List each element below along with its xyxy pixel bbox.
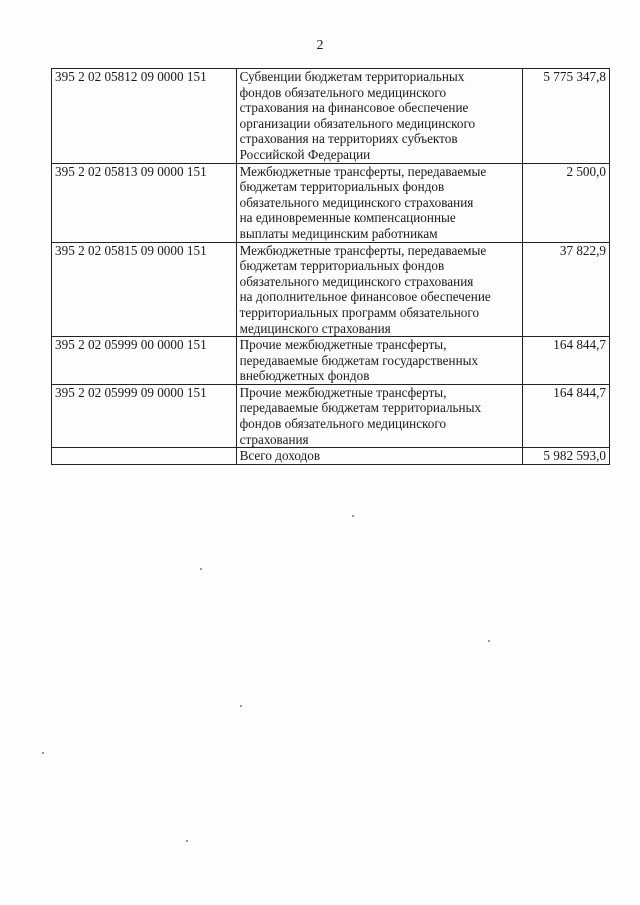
description-line: бюджетам территориальных фондов (239, 179, 445, 195)
table-body (52, 69, 610, 465)
scan-speck (42, 752, 44, 754)
description-line: страхования на территориях субъектов (239, 131, 458, 147)
description-line: страхования (239, 431, 309, 447)
total-row (52, 448, 610, 465)
description-line: на дополнительное финансовое обеспечение (239, 289, 491, 305)
table-row (52, 242, 610, 337)
description-line: организации обязательного медицинского (239, 115, 476, 131)
table-row (52, 384, 610, 447)
table-row (52, 69, 610, 164)
description-cell (236, 337, 523, 385)
amount-cell: 2 500,0 (523, 163, 610, 242)
description-line: обязательного медицинского страхования (239, 273, 474, 289)
amount-cell: 5 775 347,8 (523, 69, 610, 164)
scan-speck (488, 640, 490, 642)
empty-code-cell (52, 448, 237, 465)
description-cell (236, 69, 523, 164)
page-number: 2 (316, 38, 324, 53)
description-line: обязательного медицинского страхования (239, 194, 474, 210)
description-cell (236, 384, 523, 447)
description-line: территориальных программ обязательного (239, 304, 480, 320)
budget-code-cell: 395 2 02 05812 09 0000 151 (52, 69, 237, 164)
description-line: внебюджетных фондов (239, 368, 370, 384)
scan-speck (240, 705, 242, 707)
amount-cell: 164 844,7 (523, 337, 610, 385)
scan-speck (200, 568, 202, 570)
description-line: фондов обязательного медицинского (239, 84, 447, 100)
description-line: бюджетам территориальных фондов (239, 258, 445, 274)
total-amount: 5 982 593,0 (523, 448, 610, 465)
description-line: Российской Федерации (239, 146, 371, 162)
revenue-table (51, 68, 610, 465)
description-line: Прочие межбюджетные трансферты, (239, 384, 447, 400)
description-line: Прочие межбюджетные трансферты, (239, 337, 447, 353)
scan-speck (186, 840, 188, 842)
description-line: страхования на финансовое обеспечение (239, 100, 469, 116)
table-row (52, 337, 610, 385)
description-line: передаваемые бюджетам территориальных (239, 400, 482, 416)
budget-code-cell: 395 2 02 05999 09 0000 151 (52, 384, 237, 447)
description-line: на единовременные компенсационные (239, 210, 456, 226)
budget-code-cell: 395 2 02 05999 00 0000 151 (52, 337, 237, 385)
total-label: Всего доходов (236, 448, 523, 465)
description-line: передаваемые бюджетам государственных (239, 352, 479, 368)
description-cell (236, 242, 523, 337)
description-line: Субвенции бюджетам территориальных (239, 69, 465, 84)
description-cell (236, 163, 523, 242)
description-line: медицинского страхования (239, 320, 391, 336)
budget-code-cell: 395 2 02 05815 09 0000 151 (52, 242, 237, 337)
description-line: Межбюджетные трансферты, передаваемые (239, 242, 487, 258)
budget-code-cell: 395 2 02 05813 09 0000 151 (52, 163, 237, 242)
description-line: выплаты медицинским работникам (239, 225, 438, 241)
amount-cell: 37 822,9 (523, 242, 610, 337)
scan-speck (352, 515, 354, 517)
description-line: Межбюджетные трансферты, передаваемые (239, 163, 487, 179)
description-line: фондов обязательного медицинского (239, 416, 447, 432)
amount-cell: 164 844,7 (523, 384, 610, 447)
table-row (52, 163, 610, 242)
